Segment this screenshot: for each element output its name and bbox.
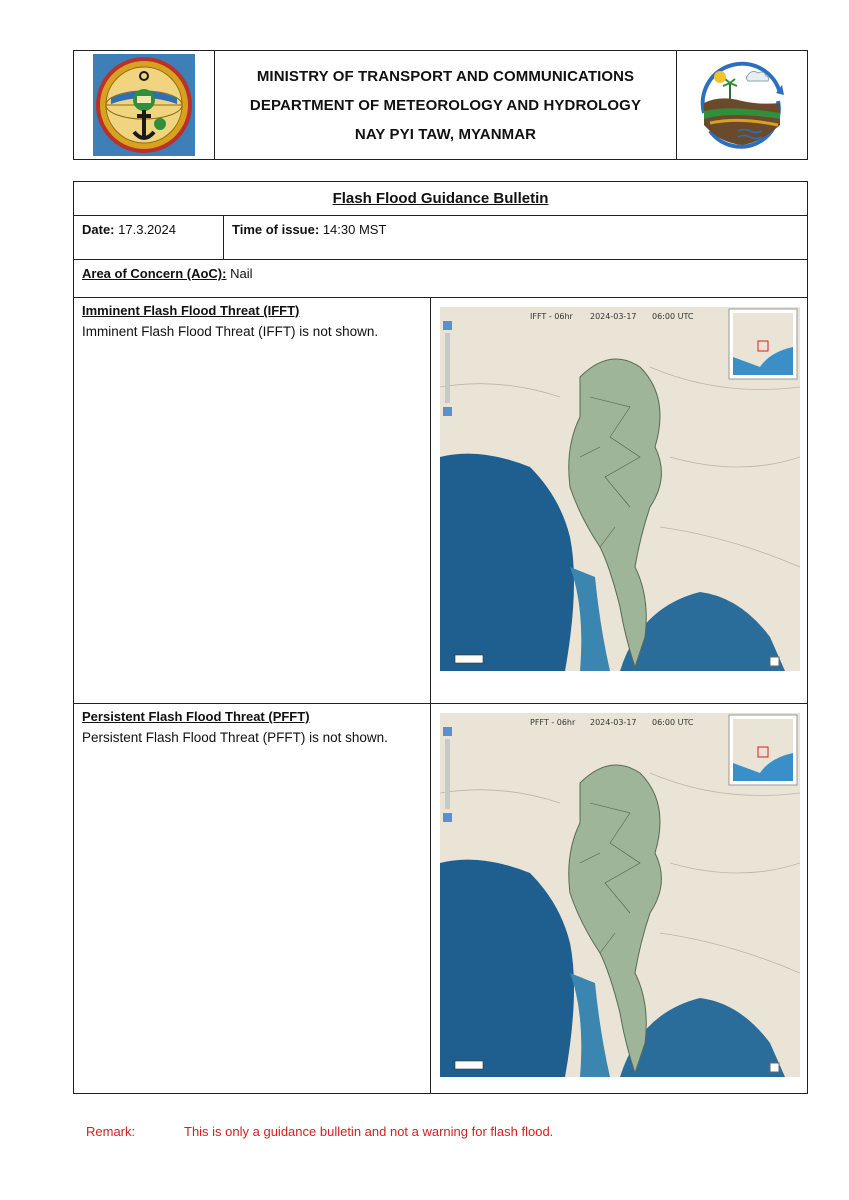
header-line-1: MINISTRY OF TRANSPORT AND COMMUNICATIONS xyxy=(256,67,635,85)
time-value: 14:30 MST xyxy=(322,222,387,237)
date-value: 17.3.2024 xyxy=(118,222,176,237)
pfft-map-title: PFFT - 06hr xyxy=(530,718,576,727)
ministry-emblem xyxy=(74,51,215,159)
issue-row xyxy=(74,216,807,260)
ministry-emblem-icon xyxy=(93,54,195,156)
aoc-label: Area of Concern (AoC): xyxy=(82,266,227,281)
dmh-logo xyxy=(676,51,807,159)
ifft-map-date: 2024-03-17 xyxy=(590,312,637,321)
header-line-2: DEPARTMENT OF METEOROLOGY AND HYDROLOGY xyxy=(249,96,642,114)
ifft-map-time: 06:00 UTC xyxy=(652,312,694,321)
ifft-map-title: IFFT - 06hr xyxy=(530,312,573,321)
date-cell xyxy=(74,216,224,259)
ifft-map xyxy=(440,307,800,671)
bulletin-title: Flash Flood Guidance Bulletin xyxy=(74,182,807,216)
aoc-value: Nail xyxy=(230,266,253,281)
aoc-row xyxy=(74,260,807,298)
remark-label: Remark: xyxy=(86,1124,136,1139)
time-label: Time of issue: xyxy=(232,222,320,237)
remark xyxy=(86,1124,553,1139)
ifft-section xyxy=(74,298,807,704)
pfft-map-time: 06:00 UTC xyxy=(652,718,694,727)
header-line-3: NAY PYI TAW, MYANMAR xyxy=(354,125,537,143)
pfft-map xyxy=(440,713,800,1077)
ifft-text-cell xyxy=(74,298,431,703)
ifft-body: Imminent Flash Flood Threat (IFFT) is not shown. xyxy=(82,324,379,339)
ministry-name xyxy=(215,51,676,159)
pfft-heading: Persistent Flash Flood Threat (PFFT) xyxy=(82,709,310,724)
date-label: Date: xyxy=(82,222,115,237)
letterhead xyxy=(73,50,808,160)
bulletin-table xyxy=(73,181,808,1094)
water-cycle-icon xyxy=(690,53,794,157)
pfft-text-cell xyxy=(74,704,431,1093)
pfft-body: Persistent Flash Flood Threat (PFFT) is not shown. xyxy=(82,730,388,745)
pfft-map-date: 2024-03-17 xyxy=(590,718,637,727)
pfft-section xyxy=(74,704,807,1093)
ifft-heading: Imminent Flash Flood Threat (IFFT) xyxy=(82,303,300,318)
remark-text: This is only a guidance bulletin and not a warning for flash flood. xyxy=(184,1124,554,1139)
